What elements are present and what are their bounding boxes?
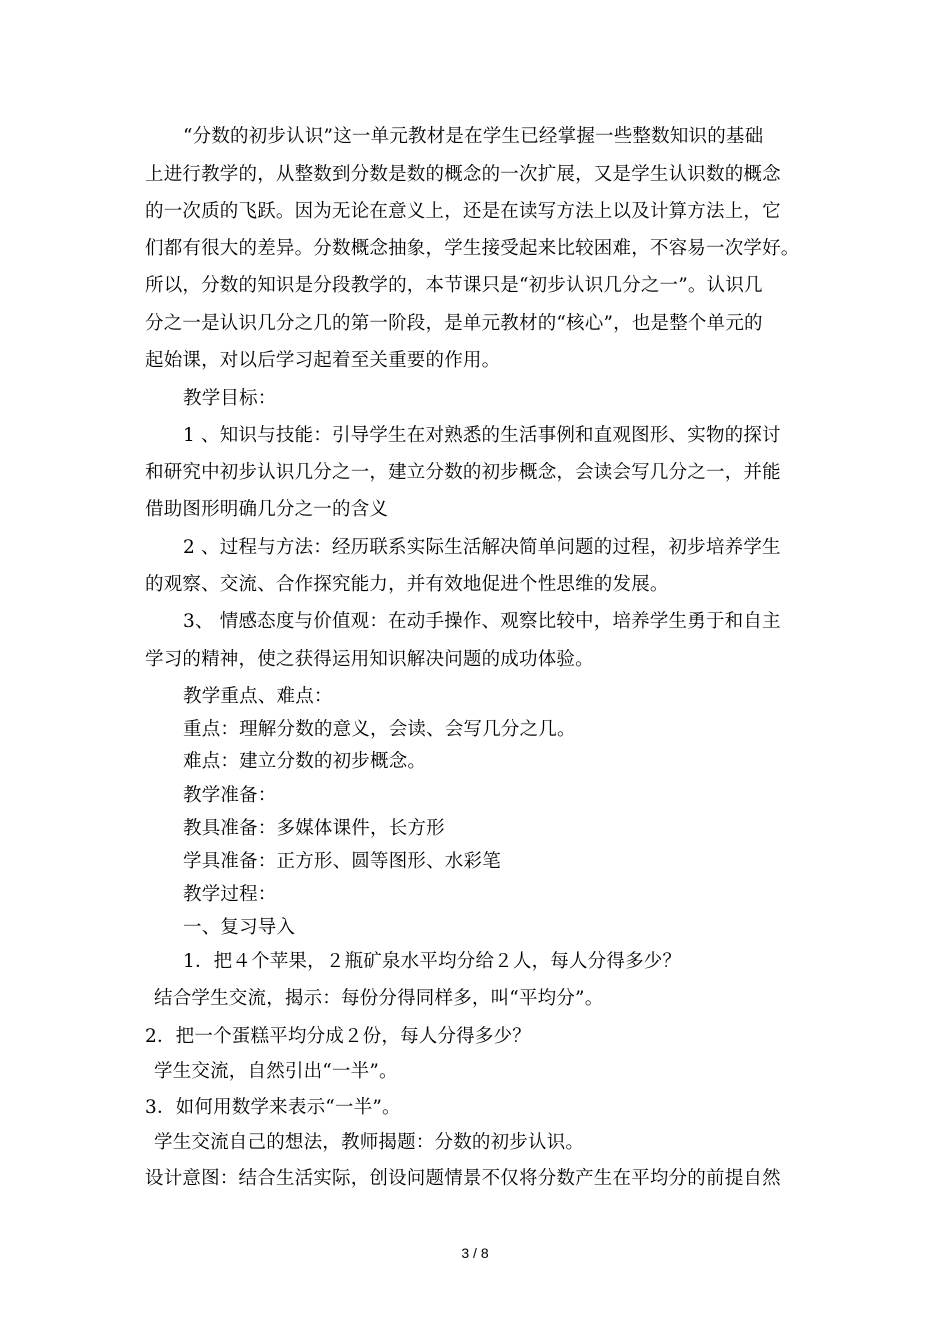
subsection-heading: 一、复习导入 <box>183 917 296 938</box>
text-line: 1．把４个苹果，２瓶矿泉水平均分给２人，每人分得多少？ <box>183 951 682 972</box>
text-line: 教具准备：多媒体课件，长方形 <box>183 818 445 839</box>
text-line: 1 、知识与技能：引导学生在对熟悉的生活事例和直观图形、实物的探讨 <box>183 425 781 446</box>
text-line: 分之一是认识几分之几的第一阶段，是单元教材的“核心”，也是整个单元的 <box>145 313 763 334</box>
text-line: 3、 情感态度与价值观：在动手操作、观察比较中，培养学生勇于和自主 <box>183 611 781 632</box>
text-line: 的一次质的飞跃。因为无论在意义上，还是在读写方法上以及计算方法上，它 <box>145 201 781 222</box>
text-line: “分数的初步认识”这一单元教材是在学生已经掌握一些整数知识的基础 <box>183 126 764 147</box>
text-line: 学习的精神，使之获得运用知识解决问题的成功体验。 <box>145 649 594 670</box>
text-line: 所以，分数的知识是分段教学的，本节课只是“初步认识几分之一”。认识几 <box>145 275 763 296</box>
text-line: 们都有很大的差异。分数概念抽象，学生接受起来比较困难，不容易一次学好。 <box>145 238 800 259</box>
text-line: 和研究中初步认识几分之一，建立分数的初步概念，会读会写几分之一，并能 <box>145 462 781 483</box>
text-line: 2．把一个蛋糕平均分成２份，每人分得多少？ <box>145 1026 531 1047</box>
text-line: 的观察、交流、合作探究能力，并有效地促进个性思维的发展。 <box>145 574 669 595</box>
text-line: 3．如何用数学来表示“一半”。 <box>145 1097 401 1118</box>
text-line: 设计意图：结合生活实际，创设问题情景不仅将分数产生在平均分的前提自然 <box>145 1168 781 1189</box>
section-heading: 教学目标： <box>183 388 277 409</box>
text-line: 起始课，对以后学习起着至关重要的作用。 <box>145 350 501 371</box>
text-line: 学生交流，自然引出“一半”。 <box>154 1061 398 1082</box>
section-heading: 教学准备： <box>183 785 277 806</box>
text-line: 结合学生交流，揭示：每份分得同样多，叫“平均分”。 <box>154 988 604 1009</box>
section-heading: 教学过程： <box>183 884 277 905</box>
page-number: 3 / 8 <box>461 1245 489 1261</box>
text-line: 上进行教学的，从整数到分数是数的概念的一次扩展，又是学生认识数的概念 <box>145 164 781 185</box>
text-line: 借助图形明确几分之一的含义 <box>145 499 389 520</box>
text-line: 重点：理解分数的意义，会读、会写几分之几。 <box>183 719 576 740</box>
text-line: 学具准备：正方形、圆等图形、水彩笔 <box>183 851 501 872</box>
text-line: 学生交流自己的想法，教师揭题：分数的初步认识。 <box>154 1132 585 1153</box>
text-line: 难点：建立分数的初步概念。 <box>183 751 427 772</box>
text-line: 2 、过程与方法：经历联系实际生活解决简单问题的过程，初步培养学生 <box>183 537 781 558</box>
section-heading: 教学重点、难点： <box>183 686 333 707</box>
